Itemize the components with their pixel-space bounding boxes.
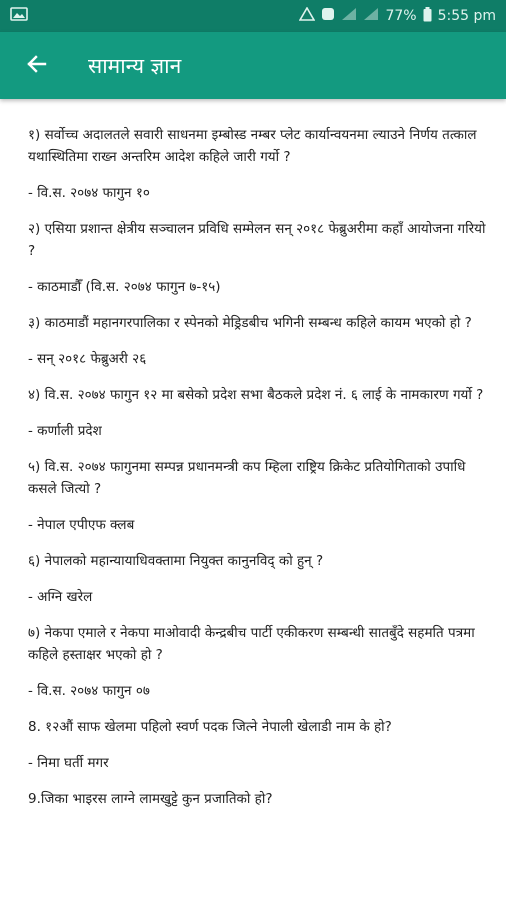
clock: 5:55 pm (437, 8, 496, 24)
question-text: १) सर्वोच्च अदालतले सवारी साधनमा इम्बोस्ड नम्बर प्लेट कार्यान्वयनमा ल्याउने निर्णय तत्काल यथास्थितिमा राख्न अन्तरिम आदेश कहिले जारी गर्यो ? (28, 127, 477, 165)
question-text: २) एसिया प्रशान्त क्षेत्रीय सञ्चालन प्रविधि सम्मेलन सन् २०१८ फेब्रुअरीमा कहाँ आयोजना गरियो ? (28, 221, 486, 259)
page-title: सामान्य ज्ञान (88, 53, 182, 78)
question-text: ४) वि.स. २०७४ फागुन १२ मा बसेको प्रदेश सभा बैठकले प्रदेश नं. ६ लाई के नामकारण गर्यो ? (28, 387, 484, 403)
answer-text: - कर्णाली प्रदेश (28, 423, 102, 439)
answer-text: - वि.स. २०७४ फागुन १० (28, 185, 150, 201)
signal-icon (341, 7, 357, 25)
question-text: 9.जिका भाइरस लाग्ने लामखुट्टे कुन प्रजातिको हो? (28, 791, 273, 807)
answer-text: - सन् २०१८ फेब्रुअरी २६ (28, 351, 147, 367)
answer-text: - काठमाडौँ (वि.स. २०७४ फागुन ७-१५) (28, 279, 221, 295)
back-button[interactable] (22, 52, 50, 80)
battery-icon (423, 7, 432, 26)
image-icon (10, 7, 28, 25)
data-saver-icon (321, 7, 335, 25)
question-text: ६) नेपालको महान्यायाधिवक्तामा नियुक्त कानुनविद् को हुन् ? (28, 553, 324, 569)
signal-icon (363, 7, 379, 25)
app-bar (0, 32, 506, 99)
qa-list (28, 124, 486, 824)
status-bar (0, 0, 506, 32)
question-text: 8. १२औं साफ खेलमा पहिलो स्वर्ण पदक जित्ने नेपाली खेलाडी नाम के हो? (28, 719, 392, 735)
answer-text: - वि.स. २०७४ फागुन ०७ (28, 683, 150, 699)
answer-text: - निमा घर्ती मगर (28, 755, 109, 771)
question-text: ५) वि.स. २०७४ फागुनमा सम्पन्न प्रधानमन्त्री कप म्हिला राष्ट्रिय क्रिकेट प्रतियोगिताको उपाधि कसले जित्यो ? (28, 459, 466, 497)
answer-text: - नेपाल एपीएफ क्लब (28, 517, 135, 533)
question-text: ७) नेकपा एमाले र नेकपा माओवादी केन्द्रबीच पार्टी एकीकरण सम्बन्धी सातबुँदे सहमति पत्रमा कहिले हस्ताक्षर भएको हो ? (28, 625, 475, 663)
vpn-icon (299, 7, 315, 25)
arrow-left-icon (25, 53, 47, 79)
battery-percent: 77% (385, 8, 417, 24)
question-text: ३) काठमाडौं महानगरपालिका र स्पेनको मेड्रिडबीच भगिनी सम्बन्ध कहिले कायम भएको हो ? (28, 315, 472, 331)
answer-text: - अग्नि खरेल (28, 589, 93, 605)
